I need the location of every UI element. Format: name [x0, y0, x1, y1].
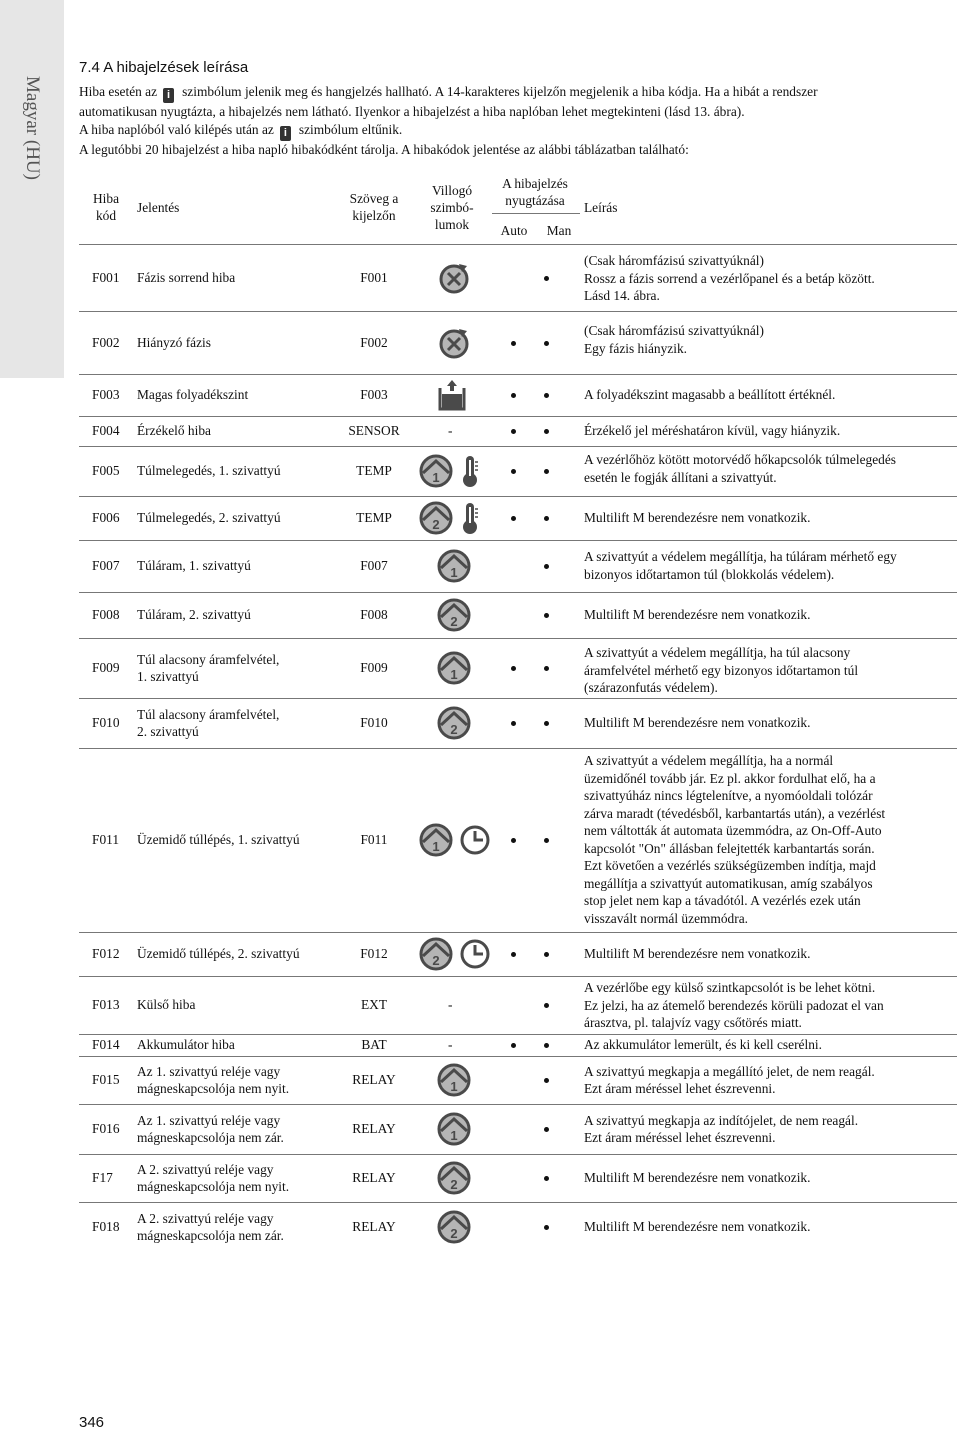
- row-rule: [79, 1056, 957, 1057]
- fault-description: A szivattyút a védelem megállítja, ha túl alacsony áramfelvétel mérhető egy bizonyos időtartamon túl (szárazonfutás védelem).: [584, 645, 859, 695]
- fault-description: Multilift M berendezésre nem vonatkozik.: [584, 1170, 811, 1186]
- display-text: RELAY: [352, 1121, 396, 1137]
- pump-1-icon: [419, 454, 453, 488]
- display-text: F010: [360, 715, 388, 731]
- fault-meaning: A 2. szivattyú reléje vagy mágneskapcsolója nem zár.: [137, 1210, 284, 1243]
- display-text: RELAY: [352, 1072, 396, 1088]
- manual-ack-dot: [544, 666, 549, 671]
- manual-ack-dot: [544, 721, 549, 726]
- auto-ack-dot: [511, 469, 516, 474]
- fault-meaning: Üzemidő túllépés, 1. szivattyú: [137, 832, 300, 848]
- fault-description: Az akkumulátor lemerült, és ki kell cserélni.: [584, 1037, 822, 1053]
- row-rule: [79, 416, 957, 417]
- high-level-icon: [437, 378, 467, 412]
- display-text: EXT: [360, 997, 388, 1013]
- display-text: F011: [360, 832, 388, 848]
- fault-code: F006: [92, 510, 120, 526]
- display-text: F001: [360, 269, 388, 285]
- auto-ack-dot: [511, 393, 516, 398]
- pump-1-icon: [419, 823, 453, 857]
- manual-ack-dot: [544, 469, 549, 474]
- fault-code: F011: [92, 832, 120, 848]
- manual-ack-dot: [544, 341, 549, 346]
- pump-1-icon: [437, 1112, 471, 1146]
- header-meaning: Jelentés: [137, 200, 180, 215]
- manual-ack-dot: [544, 1078, 549, 1083]
- row-rule: [79, 1154, 957, 1155]
- fault-code: F005: [92, 463, 120, 479]
- header-auto: Auto: [500, 223, 528, 238]
- blink-symbols: [419, 454, 481, 488]
- fault-meaning: Túláram, 1. szivattyú: [137, 558, 251, 574]
- fault-meaning: Akkumulátor hiba: [137, 1037, 235, 1053]
- manual-ack-dot: [544, 952, 549, 957]
- fault-description: Multilift M berendezésre nem vonatkozik.: [584, 1219, 811, 1235]
- header-desc: Leírás: [584, 200, 618, 215]
- fault-description: Érzékelő jel méréshatáron kívül, vagy hiányzik.: [584, 423, 841, 439]
- intro-line-2: automatikusan nyugtázta, a hibajelzés nem látható. Ilyenkor a hibajelzést a hiba naplóban lehet megtekinteni (lásd 13. ábra).: [79, 104, 745, 119]
- svg-text:1: 1: [450, 667, 458, 682]
- fault-description: Multilift M berendezésre nem vonatkozik.: [584, 510, 811, 526]
- row-rule: [79, 592, 957, 593]
- fault-description: (Csak háromfázisú szivattyúknál) Rossz a fázis sorrend a vezérlőpanel és a betáp között. Lásd 14. ábra.: [584, 253, 875, 303]
- blink-symbols: [437, 378, 467, 412]
- pump-2-icon: [419, 937, 453, 971]
- fault-meaning: Érzékelő hiba: [137, 423, 211, 439]
- fault-description: A folyadékszint magasabb a beállított értéknél.: [584, 387, 836, 403]
- fault-meaning: Túlmelegedés, 2. szivattyú: [137, 510, 281, 526]
- pump-2-icon: [437, 1210, 471, 1244]
- auto-ack-dot: [511, 516, 516, 521]
- manual-ack-dot: [544, 613, 549, 618]
- side-language-tab: [0, 0, 64, 378]
- fault-description: A szivattyú megkapja a megállító jelet, de nem reagál. Ezt áram méréssel lehet észrevenni.: [584, 1063, 875, 1096]
- display-text: SENSOR: [348, 423, 400, 439]
- row-rule: [79, 1202, 957, 1203]
- section-title: 7.4 A hibajelzések leírása: [79, 59, 249, 76]
- header-blink: Villogó szimbó- lumok: [430, 183, 474, 232]
- row-rule: [79, 1034, 957, 1035]
- fault-description: A vezérlőhöz kötött motorvédő hőkapcsolók túlmelegedés esetén le fogják állítani a szivattyút.: [584, 452, 896, 485]
- display-text: F008: [360, 607, 388, 623]
- manual-ack-dot: [544, 393, 549, 398]
- fault-code: F007: [92, 558, 120, 574]
- fault-code: F17: [92, 1170, 113, 1186]
- fault-code: F009: [92, 660, 120, 676]
- manual-ack-dot: [544, 1127, 549, 1132]
- manual-ack-dot: [544, 1176, 549, 1181]
- svg-text:2: 2: [450, 722, 458, 737]
- display-text: BAT: [361, 1037, 387, 1053]
- header-man: Man: [546, 223, 572, 238]
- row-rule: [79, 540, 957, 541]
- row-rule: [79, 446, 957, 447]
- row-rule: [79, 374, 957, 375]
- svg-text:2: 2: [432, 953, 440, 968]
- fault-description: Multilift M berendezésre nem vonatkozik.: [584, 715, 811, 731]
- svg-text:1: 1: [432, 470, 440, 485]
- blink-symbol-none: -: [448, 423, 453, 439]
- row-rule: [79, 976, 957, 977]
- display-text: F007: [360, 558, 388, 574]
- fault-meaning: Túláram, 2. szivattyú: [137, 607, 251, 623]
- fault-code: F004: [92, 423, 120, 439]
- manual-ack-dot: [544, 1225, 549, 1230]
- blink-symbols: [437, 326, 471, 360]
- manual-ack-dot: [544, 516, 549, 521]
- fault-meaning: Az 1. szivattyú reléje vagy mágneskapcsolója nem zár.: [137, 1112, 284, 1145]
- intro-line-1a: Hiba esetén az: [79, 84, 158, 99]
- svg-text:1: 1: [450, 1079, 458, 1094]
- header-rule: [79, 244, 957, 245]
- pump-2-icon: [437, 706, 471, 740]
- fault-description: A vezérlőbe egy külső szintkapcsolót is be lehet kötni. Ez jelzi, ha az átemelő berendezés körüli padozat el van árasztva, pl. talajvíz vagy csőtörés miatt.: [584, 980, 884, 1030]
- display-text: RELAY: [352, 1170, 396, 1186]
- fault-code: F014: [92, 1037, 120, 1053]
- fault-meaning: Magas folyadékszint: [137, 387, 249, 403]
- page-number: 346: [79, 1414, 105, 1431]
- row-rule: [79, 748, 957, 749]
- auto-ack-dot: [511, 341, 516, 346]
- fault-code: F012: [92, 946, 120, 962]
- auto-ack-dot: [511, 952, 516, 957]
- fault-code: F010: [92, 715, 120, 731]
- blink-symbols: [437, 706, 471, 740]
- thermometer-icon: [459, 454, 481, 488]
- svg-text:1: 1: [450, 1128, 458, 1143]
- svg-text:2: 2: [450, 1177, 458, 1192]
- row-rule: [79, 1104, 957, 1105]
- blink-symbols: [419, 823, 491, 857]
- fault-description: Multilift M berendezésre nem vonatkozik.: [584, 946, 811, 962]
- display-text: F012: [360, 946, 388, 962]
- fault-meaning: A 2. szivattyú reléje vagy mágneskapcsolója nem nyit.: [137, 1161, 290, 1194]
- auto-ack-dot: [511, 721, 516, 726]
- header-ack-rule: [492, 213, 580, 214]
- pump-2-icon: [419, 501, 453, 535]
- display-text: F002: [360, 334, 388, 350]
- fault-description: A szivattyút a védelem megállítja, ha túláram mérhető egy bizonyos időtartamon túl (blokkolás védelem).: [584, 549, 897, 582]
- manual-ack-dot: [544, 276, 549, 281]
- phase-error-icon: [437, 326, 471, 360]
- clock-icon: [459, 938, 491, 970]
- blink-symbols: [419, 501, 481, 535]
- svg-text:1: 1: [450, 565, 458, 580]
- blink-symbols: [437, 261, 471, 295]
- blink-symbol-none: -: [448, 997, 453, 1013]
- svg-text:2: 2: [450, 1226, 458, 1241]
- manual-ack-dot: [544, 429, 549, 434]
- auto-ack-dot: [511, 666, 516, 671]
- fault-code: F015: [92, 1072, 120, 1088]
- blink-symbols: [437, 1112, 471, 1146]
- fault-meaning: Túl alacsony áramfelvétel, 2. szivattyú: [137, 706, 280, 739]
- fault-meaning: Hiányzó fázis: [137, 334, 211, 350]
- manual-ack-dot: [544, 838, 549, 843]
- header-ack: A hibajelzés nyugtázása: [502, 176, 568, 208]
- blink-symbols: [437, 1161, 471, 1195]
- row-rule: [79, 932, 957, 933]
- row-rule: [79, 311, 957, 312]
- fault-code: F003: [92, 387, 120, 403]
- svg-text:1: 1: [432, 839, 440, 854]
- row-rule: [79, 698, 957, 699]
- display-text: F009: [360, 660, 388, 676]
- fault-code: F013: [92, 997, 120, 1013]
- svg-text:2: 2: [432, 517, 440, 532]
- blink-symbols: [419, 937, 491, 971]
- blink-symbols: [437, 1210, 471, 1244]
- fault-description: Multilift M berendezésre nem vonatkozik.: [584, 607, 811, 623]
- blink-symbols: [437, 549, 471, 583]
- auto-ack-dot: [511, 429, 516, 434]
- fault-meaning: Külső hiba: [137, 997, 196, 1013]
- pump-2-icon: [437, 598, 471, 632]
- row-rule: [79, 638, 957, 639]
- fault-meaning: Az 1. szivattyú reléje vagy mágneskapcsolója nem nyit.: [137, 1063, 290, 1096]
- blink-symbol-none: -: [448, 1037, 453, 1053]
- fault-description: A szivattyú megkapja az indítójelet, de nem reagál. Ezt áram méréssel lehet észrevenni.: [584, 1112, 859, 1145]
- fault-code: F018: [92, 1219, 120, 1235]
- fault-meaning: Túl alacsony áramfelvétel, 1. szivattyú: [137, 651, 280, 684]
- intro-line-3b: szimbólum eltűnik.: [298, 121, 403, 137]
- pump-1-icon: [437, 1063, 471, 1097]
- auto-ack-dot: [511, 1043, 516, 1048]
- fault-description: (Csak háromfázisú szivattyúknál) Egy fázis hiányzik.: [584, 323, 764, 356]
- manual-ack-dot: [544, 564, 549, 569]
- blink-symbols: [437, 598, 471, 632]
- pump-1-icon: [437, 549, 471, 583]
- fault-meaning: Fázis sorrend hiba: [137, 269, 236, 285]
- info-icon: [163, 88, 174, 103]
- blink-symbols: [437, 651, 471, 685]
- display-text: RELAY: [352, 1219, 396, 1235]
- display-text: TEMP: [356, 463, 392, 479]
- auto-ack-dot: [511, 838, 516, 843]
- fault-meaning: Üzemidő túllépés, 2. szivattyú: [137, 946, 300, 962]
- info-icon: [280, 126, 291, 141]
- fault-code: F008: [92, 607, 120, 623]
- phase-error-icon: [437, 261, 471, 295]
- fault-code: F002: [92, 334, 120, 350]
- fault-meaning: Túlmelegedés, 1. szivattyú: [137, 463, 281, 479]
- pump-2-icon: [437, 1161, 471, 1195]
- thermometer-icon: [459, 501, 481, 535]
- intro-line-3a: A hiba naplóból való kilépés után az: [79, 121, 274, 137]
- svg-text:2: 2: [450, 614, 458, 629]
- manual-ack-dot: [544, 1003, 549, 1008]
- fault-code: F001: [92, 269, 120, 285]
- header-code: Hiba kód: [92, 191, 120, 223]
- display-text: F003: [360, 387, 388, 403]
- header-display: Szöveg a kijelzőn: [349, 191, 399, 223]
- intro-line-1b: szimbólum jelenik meg és hangjelzés hallható. A 14-karakteres kijelzőn megjelenik a hiba kódja. Ha a hibát a rendszer: [182, 84, 818, 99]
- intro-text: [79, 83, 939, 158]
- manual-ack-dot: [544, 1043, 549, 1048]
- blink-symbols: [437, 1063, 471, 1097]
- fault-description: A szivattyút a védelem megállítja, ha a normál üzemidőnél tovább jár. Ez pl. akkor fordulhat elő, ha a szivattyúház nincs légtelenítve, a nyomóoldali tolózár zárva maradt (tévedésből, karbantartás után), a vezérlést nem váltották át automata üzemmódra, az On-Off-Auto kapcsolót "On" állásban felejtették karbantartás során. Ezt követően a vezérlés szükségüzemben indítja, majd megállítja a szivattyút automatikusan, amíg szabályos stop jelet nem kap a távadótól. A vezérlés ezek után visszavált normál üzemmódra.: [584, 753, 886, 926]
- intro-line-4: A legutóbbi 20 hibajelzést a hiba napló hibakódként tárolja. A hibakódok jelentése az alábbi táblázatban található:: [79, 141, 689, 157]
- clock-icon: [459, 824, 491, 856]
- row-rule: [79, 496, 957, 497]
- fault-code: F016: [92, 1121, 120, 1137]
- side-tab-label: Magyar (HU): [22, 76, 43, 180]
- pump-1-icon: [437, 651, 471, 685]
- display-text: TEMP: [356, 510, 392, 526]
